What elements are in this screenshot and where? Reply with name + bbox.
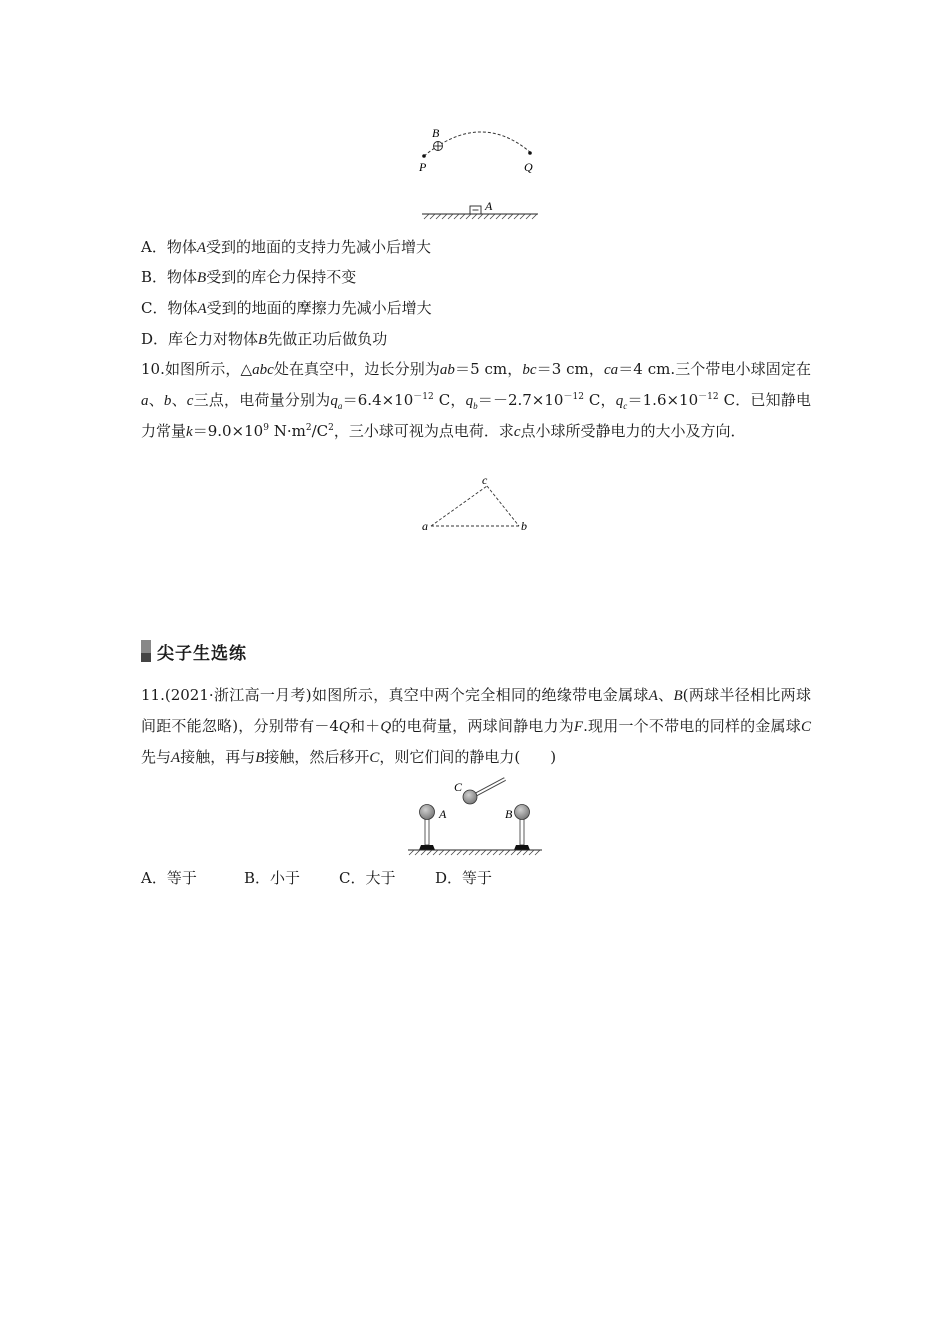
q9-option-a: A．物体A受到的地面的支持力先减小后增大 (141, 238, 432, 256)
q11-option-c: C．大于 (339, 869, 396, 887)
figure-metal-spheres (400, 775, 550, 860)
label-b: B (505, 807, 513, 821)
label-c: C (454, 780, 463, 794)
figure-charges-arc (410, 120, 550, 225)
point-q (528, 151, 532, 155)
label-p: P (419, 160, 427, 174)
label-q: Q (524, 160, 533, 174)
sphere-c-icon (463, 790, 477, 804)
label-b: b (521, 519, 527, 533)
sphere-a-icon (420, 805, 435, 820)
section-heading (141, 638, 256, 664)
label-a: A (485, 199, 493, 213)
q9-option-b: B．物体B受到的库仑力保持不变 (141, 268, 357, 286)
q9-option-c: C．物体A受到的地面的摩擦力先减小后增大 (141, 299, 432, 317)
question-10: 10.如图所示，△abc处在真空中，边长分别为ab＝5 cm，bc＝3 cm，ca＝4 cm.三个带电小球固定在a、b、c三点，电荷量分别为$q_a=6.4\times 10^{-12}$ C，$q_b=-2.7\times 10^{-12}$ C，$q_c=1.6\times 10^{-12}$ C．已知静电力常量$k=9.0\times 10^9$ $N\cdot m^2/C^2$，三小球可视为点电荷．求c点小球所受静电力的大小及方向． (141, 360, 812, 440)
section-marker-icon (141, 640, 151, 662)
point-p (422, 154, 426, 158)
q9-option-d: D．库仑力对物体B先做正功后做负功 (141, 330, 388, 348)
figure-triangle-abc (415, 470, 540, 535)
label-a: A (439, 807, 447, 821)
label-a: a (422, 519, 428, 533)
label-b: B (432, 126, 440, 140)
label-c: c (482, 473, 488, 487)
q11-option-a: A．等于 (141, 869, 197, 887)
q11-option-b: B．小于 (244, 869, 301, 887)
question-11: 11.(2021·浙江高一月考)如图所示，真空中两个完全相同的绝缘带电金属球A、B(两球半径相比两球间距不能忽略)，分别带有－4Q和＋Q的电荷量，两球间静电力为F.现用一个不带电的同样的金属球C先与A接触，再与B接触，然后移开C，则它们间的静电力( ) (141, 686, 811, 766)
q11-option-d: D．等于 (435, 869, 493, 887)
sphere-b-icon (515, 805, 530, 820)
section-title: 尖子生选练 (157, 643, 247, 664)
